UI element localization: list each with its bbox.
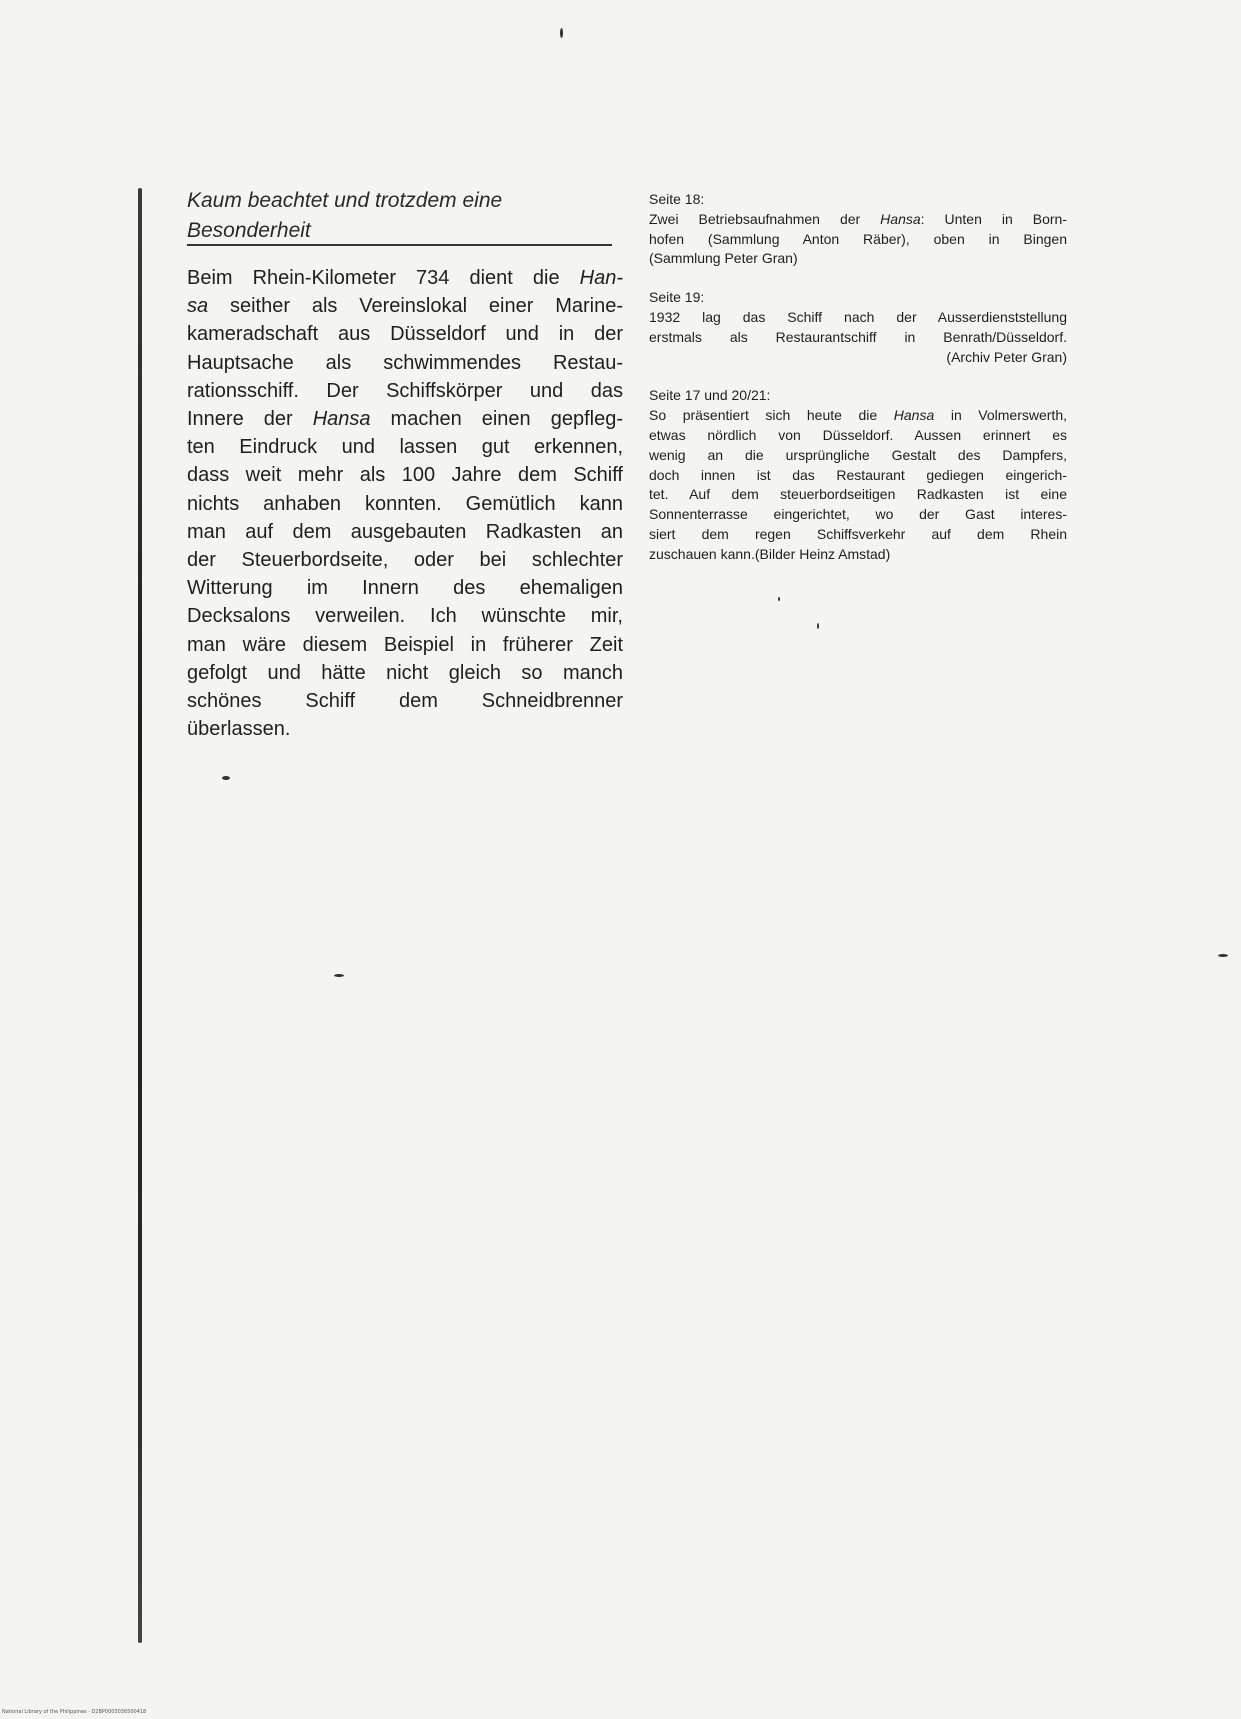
text-run: wenig an die ursprüngliche Gestalt des Dampfers, (649, 446, 1067, 463)
caption-line (649, 328, 1067, 348)
text-run: seither als Vereinslokal einer Marine- (208, 295, 623, 318)
caption-label: Seite 17 und 20/21: (649, 387, 771, 404)
scan-speck (560, 28, 563, 38)
text-run: der Steuerbordseite, oder bei schlechter (187, 549, 623, 572)
italic-name: Hansa (880, 210, 921, 227)
text-run: hofen (Sammlung Anton Räber), oben in Bingen (649, 230, 1067, 247)
caption-line (649, 426, 1067, 446)
body-line (187, 574, 623, 602)
text-run: Witterung im Innern des ehemaligen (187, 577, 623, 600)
caption-line (649, 230, 1067, 250)
body-line (187, 659, 623, 687)
text-run: Zwei Betriebsaufnahmen der (649, 210, 881, 227)
text-run: überlassen. (187, 718, 291, 741)
italic-name: Hansa (893, 407, 935, 424)
margin-rule (138, 188, 142, 1643)
scan-footer: National Library of the Philippines · D2BP0003036500418 (2, 1709, 147, 1715)
body-line (187, 264, 623, 292)
text-run: Innere der (187, 408, 313, 431)
text-run: ten Eindruck und lassen gut erkennen, (187, 436, 623, 459)
heading-line-1: Kaum beachtet und trotzdem eine (187, 189, 503, 212)
scan-speck (334, 974, 344, 977)
text-run: schönes Schiff dem Schneidbrenner (187, 690, 623, 713)
caption-label: Seite 19: (649, 289, 705, 306)
text-run: siert dem regen Schiffsverkehr auf dem Rhein (649, 525, 1067, 542)
text-run: machen einen gepfleg- (370, 408, 623, 431)
caption-line (649, 308, 1067, 328)
caption-line-end: zuschauen kann. (649, 545, 755, 562)
caption-line (649, 485, 1067, 505)
caption-line (649, 505, 1067, 525)
scan-speck (222, 776, 230, 780)
body-line (187, 320, 623, 348)
text-run: dass weit mehr als 100 Jahre dem Schiff (187, 464, 623, 487)
text-run: Sonnenterrasse eingerichtet, wo der Gast interes- (649, 506, 1067, 523)
caption-last-line (649, 545, 1067, 565)
photo-captions (649, 190, 1067, 584)
text-run: nichts anhaben konnten. Gemütlich kann (187, 492, 623, 515)
text-run: kameradschaft aus Düsseldorf und in der (187, 323, 623, 346)
text-run: rationsschiff. Der Schiffskörper und das (187, 379, 623, 402)
article-body (187, 264, 623, 743)
body-line (187, 490, 623, 518)
heading-rule (187, 244, 612, 246)
text-run: : Unten in Born- (920, 210, 1067, 227)
text-run: So präsentiert sich heute die (649, 407, 894, 424)
text-run: erstmals als Restaurantschiff in Benrath/Düsseldorf. (649, 328, 1067, 345)
body-line (187, 715, 623, 743)
body-line (187, 461, 623, 489)
caption-line (649, 446, 1067, 466)
heading-line-2: Besonderheit (187, 219, 311, 242)
text-run: gefolgt und hätte nicht gleich so manch (187, 661, 623, 684)
body-line (187, 546, 623, 574)
scan-speck (1218, 954, 1228, 957)
italic-name: sa (187, 295, 209, 318)
text-run: tet. Auf dem steuerbordseitigen Radkasten ist eine (649, 486, 1067, 503)
text-run: man wäre diesem Beispiel in früherer Zeit (187, 633, 623, 656)
caption-line (649, 525, 1067, 545)
caption-label: Seite 18: (649, 191, 705, 207)
body-line (187, 687, 623, 715)
body-line (187, 518, 623, 546)
text-run: in Volmerswerth, (934, 407, 1067, 424)
body-line (187, 349, 623, 377)
article-heading (187, 186, 607, 246)
body-line (187, 433, 623, 461)
body-line (187, 631, 623, 659)
caption-line (649, 249, 1067, 269)
caption-line (649, 210, 1067, 230)
text-run: etwas nördlich von Düsseldorf. Aussen erinnert es (649, 426, 1067, 443)
body-line (187, 602, 623, 630)
body-line (187, 377, 623, 405)
text-run: Decksalons verweilen. Ich wünschte mir, (187, 605, 623, 628)
photo-credit: (Bilder Heinz Amstad) (754, 545, 891, 562)
text-run: Beim Rhein-Kilometer 734 dient die (187, 267, 580, 289)
body-line (187, 405, 623, 433)
caption-line (649, 406, 1067, 426)
text-run: 1932 lag das Schiff nach der Ausserdienststellung (649, 308, 1067, 325)
text-run: man auf dem ausgebauten Radkasten an (187, 520, 623, 543)
text-run: (Sammlung Peter Gran) (649, 250, 798, 267)
caption-block (649, 386, 1067, 564)
italic-name: Hansa (312, 408, 371, 431)
caption-block (649, 288, 1067, 367)
caption-block (649, 190, 1067, 269)
caption-line (649, 466, 1067, 486)
text-run: doch innen ist das Restaurant gediegen eingerich- (649, 466, 1067, 483)
photo-credit: (Archiv Peter Gran) (946, 348, 1067, 365)
scan-speck (817, 623, 819, 629)
scan-speck (778, 597, 780, 601)
italic-name: Han- (579, 267, 623, 289)
text-run: Hauptsache als schwimmendes Restau- (187, 351, 623, 374)
body-line (187, 292, 623, 320)
